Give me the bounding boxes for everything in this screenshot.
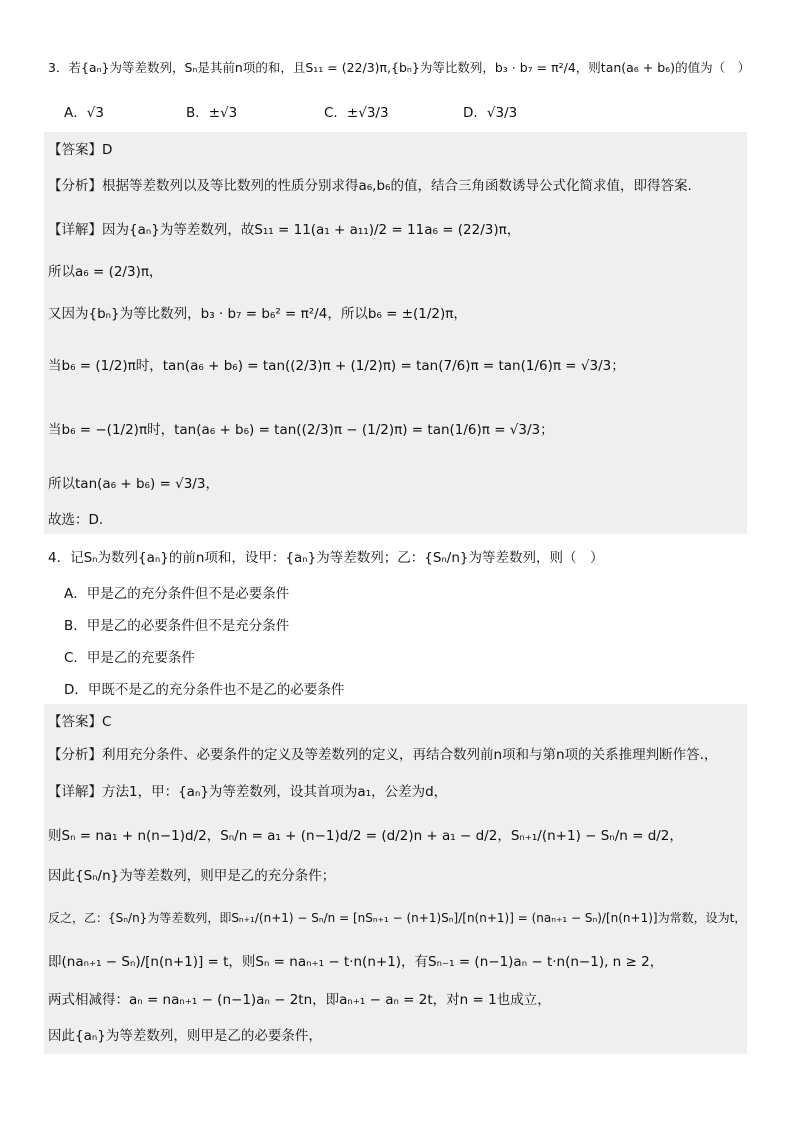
q4-solution-line-4: 反之，乙：{Sₙ/n}为等差数列，即Sₙ₊₁/(n+1) − Sₙ/n = [nSₙ₊₁ − (n+1)Sₙ]/[n(n+1)] = (naₙ₊₁ − Sₙ)/[n(n+1)]为常数，设为t， — [48, 911, 747, 925]
q3-solution-line-4: 当b₆ = (1/2)π时，tan(a₆ + b₆) = tan((2/3)π + (1/2)π) = tan(7/6)π = tan(1/6)π = √3/3； — [48, 358, 625, 374]
q4-stem: 4．记Sₙ为数列{aₙ}的前n项和，设甲：{aₙ}为等差数列；乙：{Sₙ/n}为等差数列，则（ ） — [48, 550, 604, 566]
q3-solution-line-1: 【详解】因为{aₙ}为等差数列，故S₁₁ = 11(a₁ + a₁₁)/2 = 11a₆ = (22/3)π， — [48, 222, 521, 238]
q4-option-d: D．甲既不是乙的充分条件也不是乙的必要条件 — [64, 682, 345, 698]
q4-solution-line-7: 因此{aₙ}为等差数列，则甲是乙的必要条件， — [48, 1028, 322, 1044]
q4-solution-line-6: 两式相减得：aₙ = naₙ₊₁ − (n−1)aₙ − 2tn，即aₙ₊₁ − aₙ = 2t，对n = 1也成立， — [48, 992, 551, 1008]
q4-solution-line-5: 即(naₙ₊₁ − Sₙ)/[n(n+1)] = t，则Sₙ = naₙ₊₁ − t·n(n+1)，有Sₙ₋₁ = (n−1)aₙ − t·n(n−1), n ≥ 2， — [48, 954, 664, 970]
q3-solution-line-5: 当b₆ = −(1/2)π时，tan(a₆ + b₆) = tan((2/3)π − (1/2)π) = tan(1/6)π = √3/3； — [48, 422, 554, 438]
q3-solution-line-6: 所以tan(a₆ + b₆) = √3/3， — [48, 476, 219, 492]
q4-answer: 【答案】C — [48, 714, 112, 730]
q4-analysis: 【分析】利用充分条件、必要条件的定义及等差数列的定义，再结合数列前n项和与第n项的关系推理判断作答.， — [48, 747, 718, 763]
q3-option-a: A．√3 — [64, 105, 104, 121]
q4-option-a: A．甲是乙的充分条件但不是必要条件 — [64, 586, 290, 602]
q4-option-b: B．甲是乙的必要条件但不是充分条件 — [64, 618, 290, 634]
q3-stem — [48, 58, 750, 78]
q3-solution-line-7: 故选：D. — [48, 512, 104, 528]
q3-answer: 【答案】D — [48, 142, 113, 158]
q4-solution-line-2: 则Sₙ = na₁ + n(n−1)d/2，Sₙ/n = a₁ + (n−1)d/2 = (d/2)n + a₁ − d/2，Sₙ₊₁/(n+1) − Sₙ/n = d/2， — [48, 828, 683, 844]
q3-stem-text: 3．若{aₙ}为等差数列，Sₙ是其前n项的和，且S₁₁ = (22/3)π,{bₙ}为等比数列，b₃ · b₇ = π²/4，则tan(a₆ + b₆)的值为（ ） — [48, 60, 751, 75]
q3-option-c: C．±√3/3 — [324, 105, 389, 121]
q4-solution-line-3: 因此{Sₙ/n}为等差数列，则甲是乙的充分条件； — [48, 868, 336, 884]
q3-analysis: 【分析】根据等差数列以及等比数列的性质分别求得a₆,b₆的值，结合三角函数诱导公式化简求值，即得答案. — [48, 178, 692, 194]
q4-solution-line-1: 【详解】方法1，甲：{aₙ}为等差数列，设其首项为a₁，公差为d， — [48, 784, 448, 800]
q3-solution-line-2: 所以a₆ = (2/3)π， — [48, 264, 163, 280]
q3-solution-line-3: 又因为{bₙ}为等比数列，b₃ · b₇ = b₆² = π²/4，所以b₆ = ±(1/2)π， — [48, 306, 467, 322]
q3-option-d: D．√3/3 — [463, 105, 518, 121]
q4-option-c: C．甲是乙的充要条件 — [64, 650, 195, 666]
q3-option-b: B．±√3 — [186, 105, 238, 121]
